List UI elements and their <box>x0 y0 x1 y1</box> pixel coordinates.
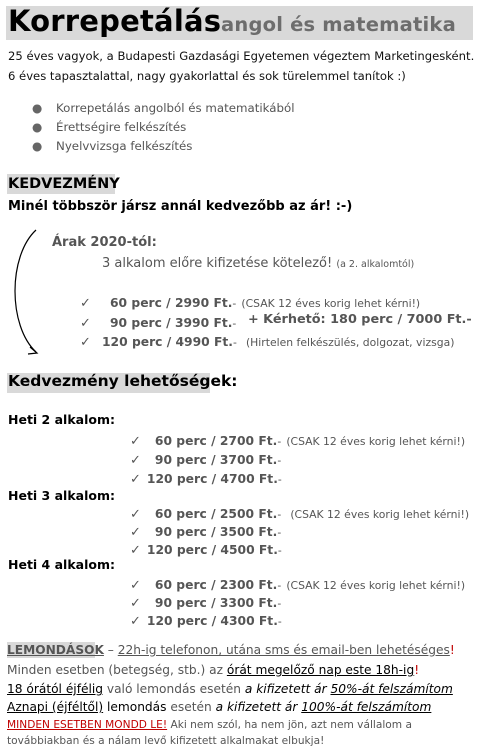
price-row: ✓ 90 perc / 3500 Ft.- <box>130 525 282 540</box>
price-row: ✓ 120 perc / 4500 Ft.- <box>130 543 282 558</box>
price-row: ✓ 90 perc / 3700 Ft.- <box>130 453 282 468</box>
check-icon: ✓ <box>130 596 141 611</box>
prepay-note: 3 alkalom előre kifizetése kötelező! (a 2. alkalomtól) <box>102 256 415 271</box>
price-row: ✓ 60 perc / 2500 Ft.- (CSAK 12 éves korig lehet kérni!) <box>130 507 470 522</box>
price-row: ✓ 120 perc / 4700 Ft.- <box>130 472 282 487</box>
cancel-line-6: továbbiakban és a nálam levő kifizetett alkalmakat elbukja! <box>7 735 325 747</box>
page-title: Korrepetálás <box>8 4 222 38</box>
bullet-dot-icon: ● <box>32 120 43 134</box>
price-row: ✓ 120 perc / 4990 Ft.- (Hirtelen felkészülés, dolgozat, vizsga) <box>80 335 455 350</box>
price-row: ✓ 60 perc / 2300 Ft.- (CSAK 12 éves korig lehet kérni!) <box>130 578 466 593</box>
cancel-line-3: 18 órától éjfélig való lemondás esetén a kifizetett ár 50%-át felszámítom <box>7 682 453 696</box>
list-item: ● Érettségire felkészítés <box>32 120 187 134</box>
check-icon: ✓ <box>130 578 141 593</box>
check-icon: ✓ <box>80 316 91 331</box>
check-icon: ✓ <box>80 296 91 311</box>
cancel-line-4: Aznapi (éjféltől) lemondás esetén a kifizetett ár 100%-át felszámítom <box>7 700 432 714</box>
list-item: ● Nyelvvizsga felkészítés <box>32 139 193 153</box>
group-label: Heti 4 alkalom: <box>8 557 115 572</box>
check-icon: ✓ <box>130 525 141 540</box>
price-row: ✓ 60 perc / 2700 Ft.- (CSAK 12 éves korig lehet kérni!) <box>130 434 466 449</box>
bullet-dot-icon: ● <box>32 101 43 115</box>
bullet-dot-icon: ● <box>32 139 43 153</box>
price-row: ✓ 120 perc / 4300 Ft.- <box>130 614 282 629</box>
page-subtitle: angol és matematika <box>221 13 456 36</box>
list-item: ● Korrepetálás angolból és matematikából <box>32 101 295 115</box>
check-icon: ✓ <box>80 335 91 350</box>
group-label: Heti 2 alkalom: <box>8 412 115 427</box>
curved-arrow-icon <box>6 226 46 358</box>
check-icon: ✓ <box>130 453 141 468</box>
discount-heading: KEDVEZMÉNY <box>8 176 120 192</box>
cancel-line-5: MINDEN ESETBEN MONDD LE! Aki nem szól, ha nem jön, azt nem vállalom a <box>7 719 412 731</box>
check-icon: ✓ <box>130 507 141 522</box>
cancel-line-1: LEMONDÁSOK – 22h-ig telefonon, utána sms és email-ben lehetéséges! <box>7 643 455 657</box>
check-icon: ✓ <box>130 543 141 558</box>
check-icon: ✓ <box>130 614 141 629</box>
group-label: Heti 3 alkalom: <box>8 488 115 503</box>
price-row: ✓ 90 perc / 3300 Ft.- <box>130 596 282 611</box>
check-icon: ✓ <box>130 434 141 449</box>
intro-line-1: 25 éves vagyok, a Budapesti Gazdasági Egyetemen végeztem Marketingesként. <box>8 49 475 63</box>
prices-heading: Árak 2020-tól: <box>52 235 157 250</box>
price-row: ✓ 90 perc / 3990 Ft.- <box>80 316 237 331</box>
discount-slogan: Minél többször jársz annál kedvezőbb az ár! :-) <box>8 199 353 214</box>
cancel-line-2: Minden esetben (betegség, stb.) az órát megelőző nap este 18h-ig! <box>7 663 420 677</box>
check-icon: ✓ <box>130 472 141 487</box>
cancel-heading: LEMONDÁSOK <box>7 643 104 657</box>
intro-line-2: 6 éves tapasztalattal, nagy gyakorlattal és sok türelemmel tanítok :) <box>8 69 406 83</box>
price-row: ✓ 60 perc / 2990 Ft.- (CSAK 12 éves korig lehet kérni!) <box>80 296 421 311</box>
options-heading: Kedvezmény lehetőségek: <box>8 372 238 390</box>
extra-offer: + Kérhető: 180 perc / 7000 Ft.- <box>248 312 472 327</box>
